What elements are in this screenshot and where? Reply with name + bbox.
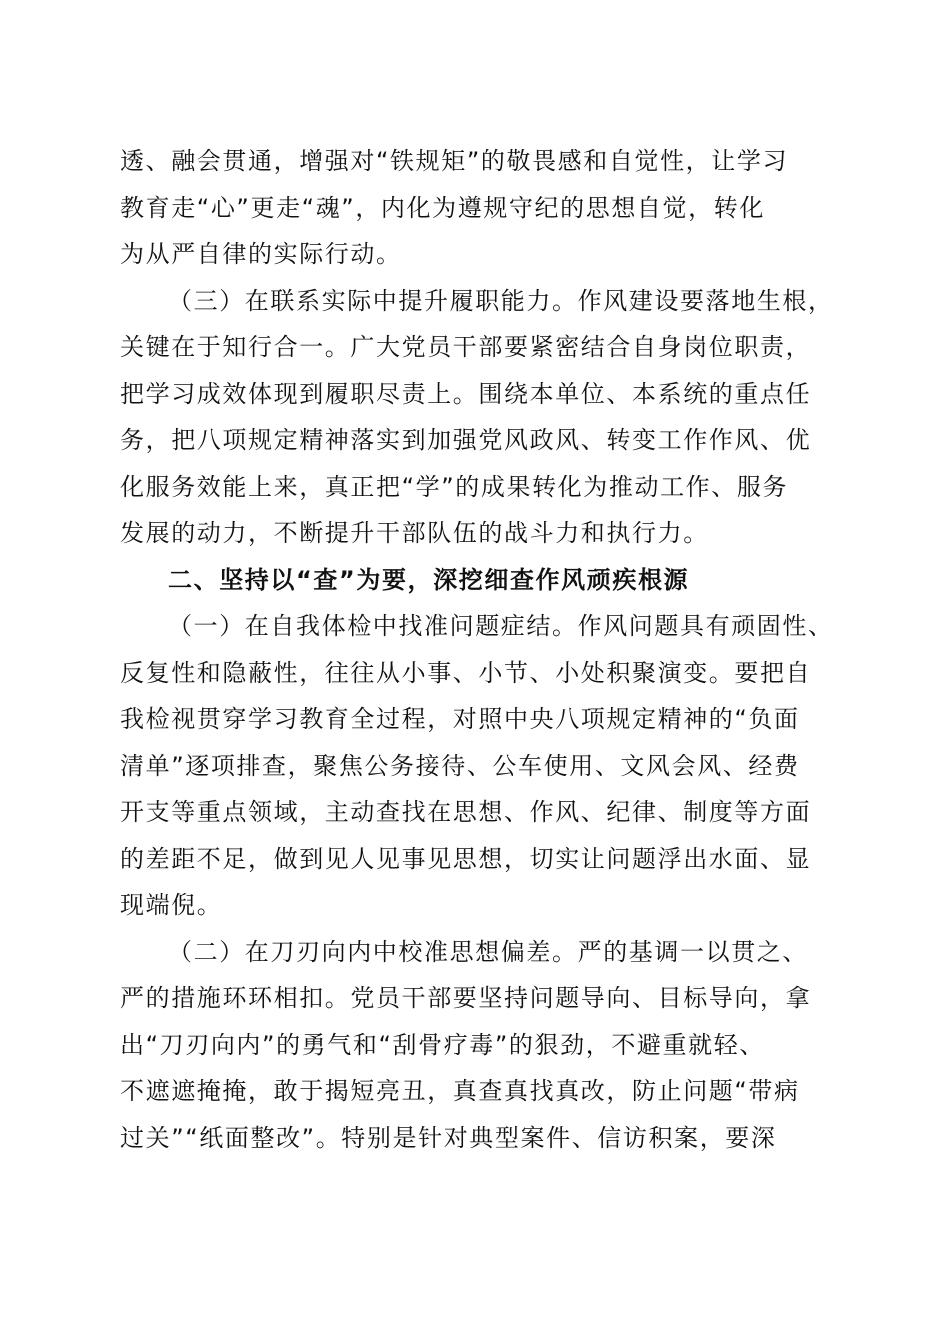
text-line: 不遮遮掩掩，敢于揭短亮丑，真查真找真改，防止问题“带病 <box>120 1077 800 1105</box>
text-line: 我检视贯穿学习教育全过程，对照中央八项规定精神的“负面 <box>120 705 800 733</box>
text-line: 务，把八项规定精神落实到加强党风政风、转变工作作风、优 <box>120 426 812 454</box>
text-line: 严的措施环环相扣。党员干部要坚持问题导向、目标导向，拿 <box>120 984 812 1012</box>
text-line: 教育走“心”更走“魂”，内化为遵规守纪的思想自觉，转化 <box>120 193 765 222</box>
text-line: 现端倪。 <box>120 891 223 919</box>
text-line: 关键在于知行合一。广大党员干部要紧密结合自身岗位职责， <box>120 333 812 361</box>
text-line: 为从严自律的实际行动。 <box>120 240 402 268</box>
section-heading: 二、坚持以“查”为要，深挖细查作风顽疾根源 <box>168 565 690 594</box>
text-line: 把学习成效体现到履职尽责上。围绕本单位、本系统的重点任 <box>120 379 812 408</box>
text-line: 过关”“纸面整改”。特别是针对典型案件、信访积案，要深 <box>120 1123 777 1152</box>
text-line: 的差距不足，做到见人见事见思想，切实让问题浮出水面、显 <box>120 844 812 873</box>
text-line: 发展的动力，不断提升干部队伍的战斗力和执行力。 <box>120 519 709 547</box>
body-text <box>120 138 832 1161</box>
text-line: 透、融会贯通，增强对“铁规矩”的敬畏感和自觉性，让学习 <box>120 147 789 175</box>
subsection-heading-line: （一）在自我体检中找准问题症结。作风问题具有顽固性、 <box>168 612 834 640</box>
subsection-heading-line: （三）在联系实际中提升履职能力。作风建设要落地生根， <box>168 286 834 315</box>
text-line: 出“刀刃向内”的勇气和“刮骨疗毒”的狠劲，不避重就轻、 <box>120 1030 765 1059</box>
subsection-heading-line: （二）在刀刃向内中校准思想偏差。严的基调一以贯之、 <box>168 937 808 966</box>
text-line: 反复性和隐蔽性，往往从小事、小节、小处积聚演变。要把自 <box>120 658 812 687</box>
text-line: 清单”逐项排查，聚焦公务接待、公车使用、文风会风、经费 <box>120 751 800 780</box>
text-line: 开支等重点领域，主动查找在思想、作风、纪律、制度等方面 <box>120 798 812 826</box>
text-line: 化服务效能上来，真正把“学”的成果转化为推动工作、服务 <box>120 472 789 501</box>
